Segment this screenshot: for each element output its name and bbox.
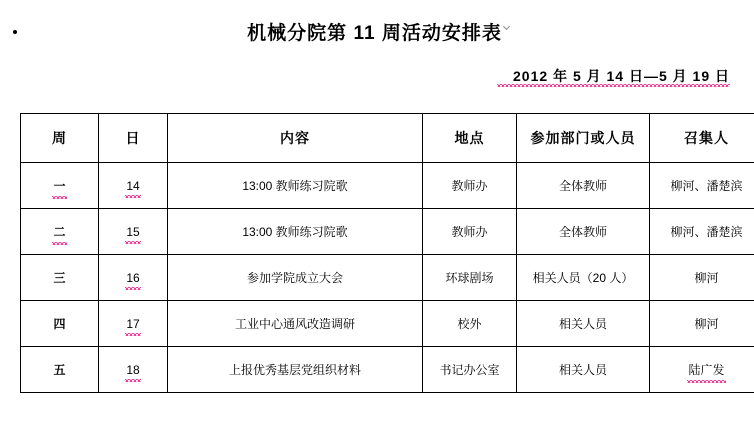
header-dept: 参加部门或人员 <box>517 114 650 163</box>
header-convener: 召集人 <box>650 114 754 163</box>
cell-day <box>99 255 168 301</box>
header-place: 地点 <box>423 114 517 163</box>
page-title <box>0 18 754 45</box>
cell-day-text: 17 <box>126 316 140 331</box>
title-caret-mark <box>504 24 509 29</box>
table-row <box>21 347 754 393</box>
cell-day-text: 14 <box>126 178 140 193</box>
cell-content: 上报优秀基层党组织材料 <box>168 347 423 393</box>
cell-week: 五 <box>21 347 99 393</box>
cell-dept: 相关人员 <box>517 347 650 393</box>
schedule-table <box>20 113 754 393</box>
cell-dept: 全体教师 <box>517 209 650 255</box>
cell-place: 教师办 <box>423 163 517 209</box>
cell-content: 13:00 教师练习院歌 <box>168 209 423 255</box>
cell-day-text: 18 <box>126 362 140 377</box>
header-day: 日 <box>99 114 168 163</box>
cell-content: 工业中心通风改造调研 <box>168 301 423 347</box>
cell-place: 环球剧场 <box>423 255 517 301</box>
table-row <box>21 209 754 255</box>
cell-week-text: 一 <box>53 179 66 193</box>
date-range: 2012 年 5 月 14 日—5 月 19 日 <box>513 68 730 84</box>
cell-convener <box>650 347 754 393</box>
cell-convener: 柳河 <box>650 301 754 347</box>
cell-day-text: 16 <box>126 270 140 285</box>
cell-convener: 柳河、潘楚滨 <box>650 209 754 255</box>
cell-day-text: 15 <box>126 224 140 239</box>
table-row <box>21 255 754 301</box>
cell-place: 校外 <box>423 301 517 347</box>
cell-week <box>21 209 99 255</box>
cell-week: 三 <box>21 255 99 301</box>
cell-dept: 相关人员 <box>517 301 650 347</box>
cell-week-text: 二 <box>53 225 66 239</box>
cell-convener: 柳河、潘楚滨 <box>650 163 754 209</box>
cell-dept: 全体教师 <box>517 163 650 209</box>
cell-day <box>99 163 168 209</box>
table-row <box>21 301 754 347</box>
page-title-text: 机械分院第 11 周活动安排表 <box>247 23 502 44</box>
cell-week <box>21 163 99 209</box>
table-header-row <box>21 114 754 163</box>
cell-content: 参加学院成立大会 <box>168 255 423 301</box>
header-content: 内容 <box>168 114 423 163</box>
cell-convener: 柳河 <box>650 255 754 301</box>
cell-content: 13:00 教师练习院歌 <box>168 163 423 209</box>
cell-day <box>99 209 168 255</box>
cell-place: 书记办公室 <box>423 347 517 393</box>
cell-convener-text: 陆广发 <box>688 363 725 377</box>
date-range-underline <box>497 84 730 87</box>
cell-place: 教师办 <box>423 209 517 255</box>
cell-dept: 相关人员（20 人） <box>517 255 650 301</box>
cell-day <box>99 347 168 393</box>
header-week: 周 <box>21 114 99 163</box>
table-row <box>21 163 754 209</box>
cell-week: 四 <box>21 301 99 347</box>
cell-day <box>99 301 168 347</box>
